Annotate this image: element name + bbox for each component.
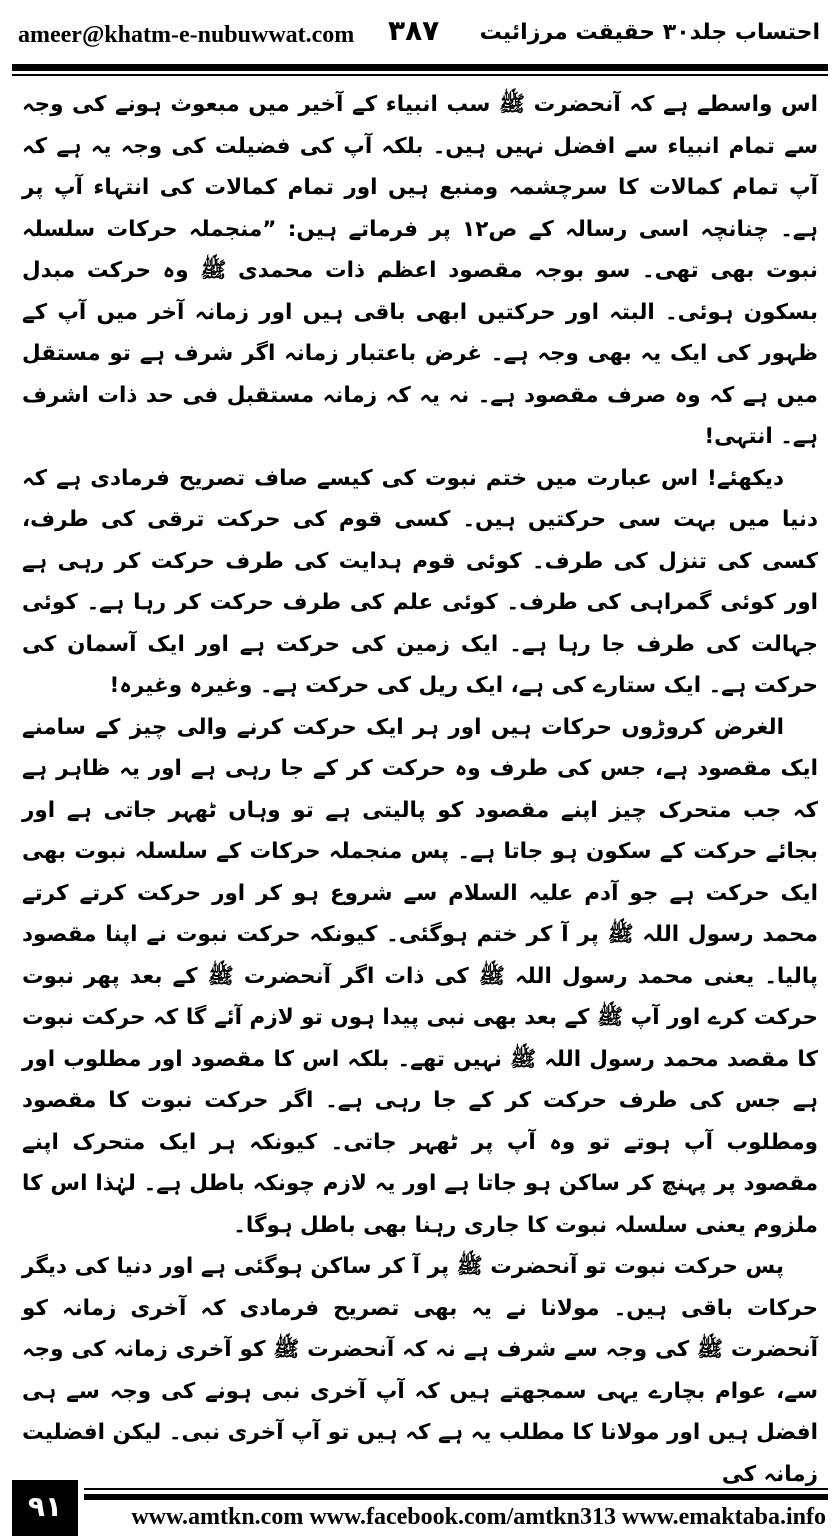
page-body — [22, 84, 818, 1487]
paragraph-1: اس واسطے ہے کہ آنحضرت ﷺ سب انبیاء کے آخیر میں مبعوث ہونے کی وجہ سے تمام انبیاء سے افضل نہیں ہیں۔ بلکہ آپ کی فضیلت کی وجہ یہ ہے کہ آپ تمام کمالات کا سرچشمہ ومنبع ہیں اور تمام کمالات کی انتہاء آپ پر ہے۔ چنانچہ اسی رسالہ کے ص۱۲ پر فرماتے ہیں: ”منجملہ حرکات سلسلہ نبوت بھی تھی۔ سو بوجہ مقصود اعظم ذات محمدی ﷺ وہ حرکت مبدل بسکون ہوئی۔ البتہ اور حرکتیں ابھی باقی ہیں اور زمانہ آخر میں آپ کے ظہور کی ایک یہ بھی وجہ ہے۔ غرض باعتبار زمانہ اگر شرف ہے تو مستقل میں ہے کہ وہ صرف مقصود ہے۔ نہ یہ کہ زمانہ مستقبل فی حد ذات اشرف ہے۔ انتہی! — [22, 92, 818, 449]
header-book-title: احتساب جلد۳۰ حقیقت مرزائیت — [479, 20, 820, 45]
footer-page-number: ۹۱ — [12, 1480, 78, 1536]
paragraph-3: الغرض کروڑوں حرکات ہیں اور ہر ایک حرکت کرنے والی چیز کے سامنے ایک مقصود ہے، جس کی طرف وہ حرکت کر کے جا رہی ہے اور یہ ظاہر ہے کہ جب متحرک چیز اپنے مقصود کو پالیتی ہے تو وہاں ٹھہر جاتی ہے اور بجائے حرکت کے سکون ہو جاتا ہے۔ پس منجملہ حرکات کے سلسلہ نبوت بھی ایک حرکت ہے جو آدم علیہ السلام سے شروع ہو کر اور حرکت کرتے کرتے محمد رسول اللہ ﷺ پر آ کر ختم ہوگئی۔ کیونکہ حرکت نبوت نے اپنا مقصود پالیا۔ یعنی محمد رسول اللہ ﷺ کی ذات اگر آنحضرت ﷺ کے بعد پھر نبوت حرکت کرے اور آپ ﷺ کے بعد بھی نبی پیدا ہوں تو لازم آئے گا کہ حرکت نبوت کا مقصد محمد رسول اللہ ﷺ نہیں تھے۔ بلکہ اس کا مقصود اور مطلوب اور ہے جس کی طرف حرکت کر کے جا رہی ہے۔ اگر حرکت نبوت کا مقصود ومطلوب آپ ہوتے تو وہ آپ پر ٹھہر جاتی۔ کیونکہ ہر ایک متحرک اپنے مقصود پر پہنچ کر ساکن ہو جاتا ہے اور یہ لازم چونکہ باطل ہے۔ لہٰذا اس کا ملزوم یعنی سلسلہ نبوت کا جاری رہنا بھی باطل ہوگا۔ — [22, 714, 818, 1238]
page-footer — [0, 1478, 840, 1540]
paragraph-4: پس حرکت نبوت تو آنحضرت ﷺ پر آ کر ساکن ہوگئی ہے اور دنیا کی دیگر حرکات باقی ہیں۔ مولانا نے یہ بھی تصریح فرمادی کہ آخری زمانہ کو آنحضرت ﷺ کی وجہ سے شرف ہے نہ کہ آنحضرت ﷺ کو آخری زمانہ کی وجہ سے، عوام بچارے یہی سمجھتے ہیں کہ آپ آخری نبی ہونے کی وجہ سے ہی افضل ہیں اور مولانا کا مطلب یہ ہے کہ ہیں تو آپ آخری نبی۔ لیکن افضلیت زمانہ کی — [22, 1254, 818, 1487]
paragraph-2: دیکھئے! اس عبارت میں ختم نبوت کی کیسے صاف تصریح فرمادی ہے کہ دنیا میں بہت سی حرکتیں ہیں۔ کسی قوم کی حرکت ترقی کی طرف، کسی کی تنزل کی طرف۔ کوئی قوم ہدایت کی طرف حرکت کر رہی ہے اور کوئی گمراہی کی طرف۔ کوئی علم کی طرف حرکت کر رہا ہے۔ کوئی جہالت کی طرف جا رہا ہے۔ ایک زمین کی حرکت ہے اور ایک آسمان کی حرکت ہے۔ ایک ستارے کی ہے، ایک ریل کی حرکت ہے۔ وغیرہ وغیرہ! — [22, 465, 818, 698]
page-header — [0, 0, 840, 66]
footer-websites: www.amtkn.com www.facebook.com/amtkn313 www.emaktaba.info — [131, 1504, 826, 1530]
header-rule-thick — [12, 64, 828, 71]
footer-rule-thick — [84, 1494, 828, 1500]
header-email: ameer@khatm-e-nubuwwat.com — [18, 22, 355, 48]
header-page-number: ۳۸۷ — [388, 14, 440, 47]
footer-rule-thin — [84, 1488, 828, 1490]
header-rule-thin — [12, 74, 828, 76]
